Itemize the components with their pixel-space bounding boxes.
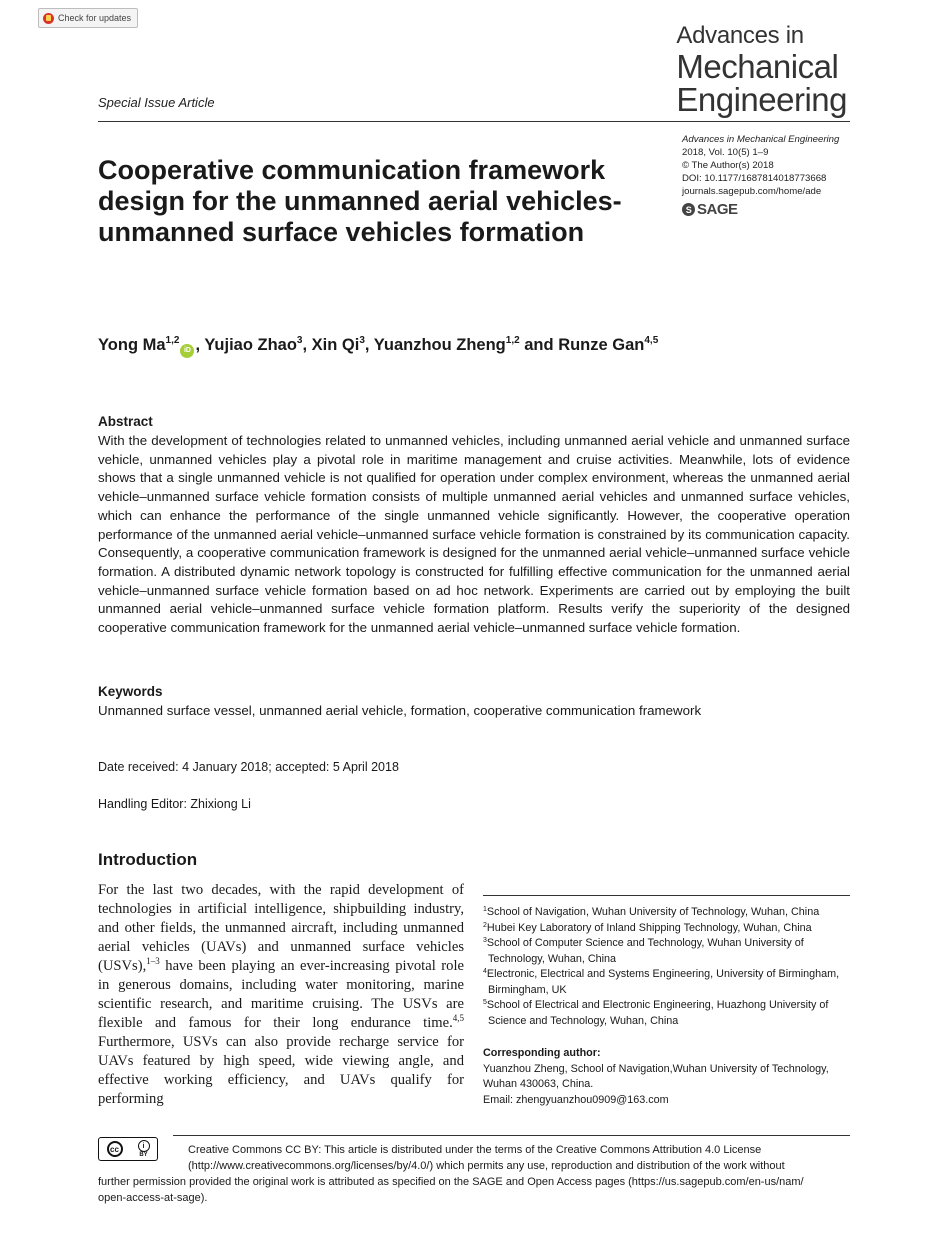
author-affiliation-marker: 1,2 — [505, 335, 520, 346]
corresponding-author-address: Yuanzhou Zheng, School of Navigation,Wuhan University of Technology, Wuhan 430063, China. — [483, 1062, 829, 1090]
introduction-text — [98, 881, 464, 1109]
author-name[interactable]: Yong Ma — [98, 336, 166, 354]
journal-masthead — [676, 24, 847, 116]
affiliation-item — [483, 998, 853, 1029]
affiliation-item — [483, 967, 853, 998]
keywords-heading: Keywords — [98, 684, 163, 699]
cc-by-badge[interactable] — [98, 1137, 158, 1161]
check-for-updates-label: Check for updates — [58, 13, 132, 23]
bookmark-icon — [43, 13, 54, 24]
citation-url[interactable]: journals.sagepub.com/home/ade — [682, 186, 822, 197]
orcid-icon[interactable]: iD — [180, 344, 194, 358]
citation-ref[interactable]: 1–3 — [146, 956, 160, 966]
author-name[interactable]: Yujiao Zhao — [204, 336, 297, 354]
license-line[interactable]: further permission provided the original work is attributed as specified on the SAGE and Open Access pages (https://us.sagepub.com/en-us/nam/ — [98, 1176, 804, 1188]
citation-doi[interactable]: DOI: 10.1177/1687814018773668 — [682, 173, 827, 184]
corresponding-author-heading: Corresponding author: — [483, 1047, 601, 1059]
author-affiliation-marker: 4,5 — [644, 335, 659, 346]
author-affiliation-marker: 3 — [359, 335, 365, 346]
journal-name-line1: Advances in — [676, 22, 804, 49]
handling-editor: Handling Editor: Zhixiong Li — [98, 797, 251, 811]
affiliation-number: 1 — [483, 906, 487, 913]
header-divider — [98, 121, 850, 122]
introduction-heading: Introduction — [98, 850, 198, 869]
citation-copyright: © The Author(s) 2018 — [682, 160, 774, 171]
author-separator: , — [364, 336, 374, 354]
affiliations-divider — [483, 895, 850, 896]
license-text — [98, 1142, 850, 1206]
affiliation-text: Hubei Key Laboratory of Inland Shipping Technology, Wuhan, China — [486, 921, 812, 934]
citation-journal: Advances in Mechanical Engineering — [682, 134, 840, 145]
citation-volume: 2018, Vol. 10(5) 1–9 — [682, 147, 769, 158]
author-name[interactable]: Runze Gan — [558, 336, 645, 354]
affiliation-text: School of Electrical and Electronic Engineering, Huazhong University of Science and Technology, Wuhan, China — [486, 999, 829, 1027]
license-line: Creative Commons CC BY: This article is distributed under the terms of the Creative Commons Attribution 4.0 License — [188, 1144, 762, 1156]
affiliation-text: School of Navigation, Wuhan University of Technology, Wuhan, China — [486, 906, 820, 918]
affiliation-text: Electronic, Electrical and Systems Engineering, University of Birmingham, Birmingham, UK — [486, 968, 840, 996]
check-for-updates-badge[interactable] — [38, 8, 138, 28]
affiliation-item — [483, 921, 853, 937]
author-separator: , — [302, 336, 312, 354]
affiliation-number: 4 — [483, 968, 487, 975]
footer-divider — [173, 1135, 850, 1136]
article-title: Cooperative communication framework design for the unmanned aerial vehicles-unmanned surface vehicles formation — [98, 155, 622, 247]
affiliation-number: 5 — [483, 999, 487, 1006]
affiliations-list — [483, 905, 853, 1029]
intro-part1: For the last two decades, with the rapid development of technologies in artificial intelligence, shipbuilding industry, and other fields, the unmanned aircraft, including unmanned aerial vehicles (UAVs) and unmanned surface vehicles (USVs), — [98, 882, 464, 974]
attribution-icon — [138, 1140, 150, 1158]
sage-logo-text: SAGE — [697, 201, 738, 218]
citation-block — [682, 133, 839, 198]
intro-part3: Furthermore, USVs can also provide recharge service for UAVs featured by high speed, wide viewing angle, and effective working efficiency, and UAVs qualify for performing — [98, 1034, 464, 1107]
abstract-heading: Abstract — [98, 414, 153, 429]
abstract-text: With the development of technologies related to unmanned vehicles, including unmanned aerial vehicle and unmanned surface vehicle, unmanned vehicles play a pivotal role in maritime management and cruise activities. Meanwhile, lots of evidence shows that a single unmanned vehicle is not qualified for operation under complex environment, whereas the unmanned aerial vehicle–unmanned surface vehicle formation consists of multiple unmanned aerial vehicles and unmanned surface vehicles, which can enhance the performance of the single unmanned vehicle significantly. However, the cooperative operation performance of the unmanned aerial vehicle–unmanned surface vehicle formation is constrained by its communication capacity. Consequently, a cooperative communication framework is designed for the unmanned aerial vehicle–unmanned surface vehicle formation. A distributed dynamic network topology is constructed for fulfilling effective communication for the unmanned aerial vehicle–unmanned surface vehicle formation based on ad hoc network. Experiments are carried out by employing the built unmanned aerial vehicle–unmanned surface vehicle formation platform. Results verify the superiority of the designed cooperative communication framework for the unmanned aerial vehicle–unmanned surface vehicle formation. — [98, 433, 850, 636]
corresponding-author — [483, 1046, 853, 1108]
license-line: open-access-at-sage). — [98, 1192, 208, 1204]
corresponding-author-email[interactable]: Email: zhengyuanzhou0909@163.com — [483, 1093, 669, 1106]
affiliation-text: School of Computer Science and Technology, Wuhan University of Technology, Wuhan, China — [486, 937, 804, 965]
intro-part2: have been playing an ever-increasing pivotal role in generous domains, including water monitoring, marine scientific research, and maritime cruising. The USVs are flexible and famous for their long endurance time. — [98, 958, 464, 1031]
affiliation-item — [483, 936, 853, 967]
creative-commons-icon: cc — [107, 1141, 123, 1157]
author-list — [98, 335, 658, 358]
sage-logo-icon: S — [682, 203, 695, 216]
author-separator: , — [195, 336, 205, 354]
journal-name-line3: Engineering — [676, 81, 847, 118]
citation-ref[interactable]: 4,5 — [452, 1013, 464, 1023]
affiliation-number: 3 — [483, 937, 487, 944]
author-name[interactable]: Xin Qi — [311, 336, 360, 354]
affiliation-number: 2 — [483, 921, 487, 929]
journal-name-line2: Mechanical — [676, 48, 839, 85]
author-separator: and — [519, 336, 559, 354]
sage-logo — [682, 201, 738, 218]
affiliation-item — [483, 905, 853, 921]
author-affiliation-marker: 1,2 — [165, 335, 180, 346]
article-type: Special Issue Article — [98, 95, 215, 110]
person-icon: i — [138, 1140, 150, 1152]
author-affiliation-marker: 3 — [296, 335, 303, 346]
author-name[interactable]: Yuanzhou Zheng — [373, 336, 506, 354]
by-label: BY — [139, 1152, 148, 1158]
license-line[interactable]: (http://www.creativecommons.org/licenses/by/4.0/) which permits any use, reproduction and distribution of the work without — [188, 1160, 785, 1172]
keywords-text: Unmanned surface vessel, unmanned aerial vehicle, formation, cooperative communication framework — [98, 703, 702, 718]
date-received: Date received: 4 January 2018; accepted: 5 April 2018 — [98, 760, 399, 774]
